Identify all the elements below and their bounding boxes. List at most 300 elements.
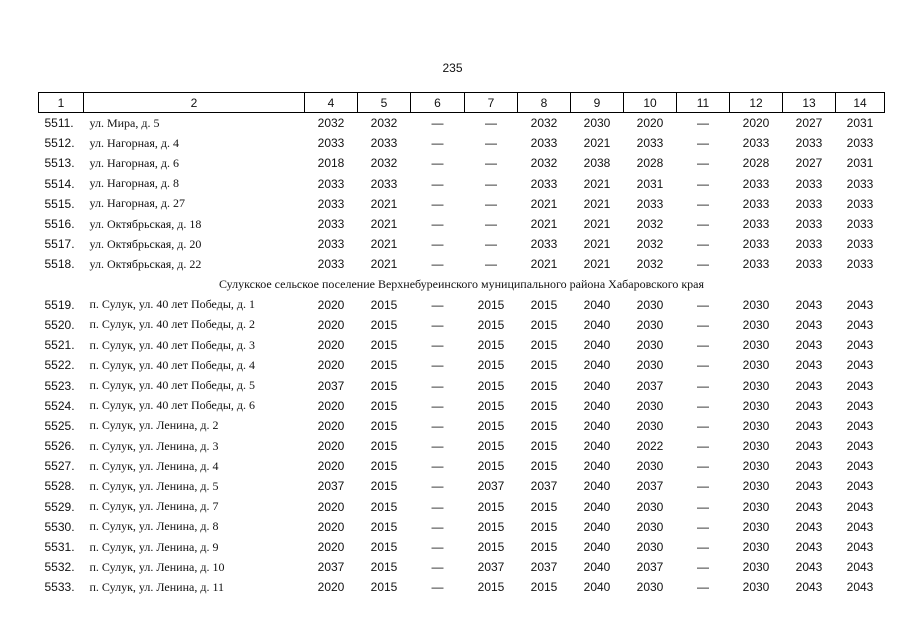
row-value: 2030 [742,358,770,373]
row-value: 2020 [317,459,345,474]
row-value: 2043 [795,560,823,575]
table-row [39,375,885,395]
row-address: п. Сулук, ул. Ленина, д. 7 [89,499,219,514]
row-value: 2043 [846,540,874,555]
row-number: 5511. [44,116,74,131]
row-value: 2030 [742,338,770,353]
row-value: — [697,116,709,131]
row-value: 2037 [636,479,664,494]
table-row [39,456,885,476]
row-value: 2043 [846,378,874,393]
row-value: — [485,257,497,272]
row-value: 2030 [742,418,770,433]
row-value: 2043 [795,378,823,393]
row-value: 2030 [636,338,664,353]
row-value: 2033 [846,257,874,272]
row-value: 2040 [583,560,611,575]
row-value: 2033 [742,217,770,232]
row-value: — [431,176,444,191]
section-title: Сулукское сельское поселение Верхнебуреинского муниципального района Хабаровского края [218,277,705,292]
row-number: 5520. [44,317,75,332]
column-header: 10 [624,93,677,113]
row-value: 2028 [636,156,664,171]
row-value: 2040 [583,418,611,433]
row-value: 2030 [742,560,770,575]
row-value: 2033 [742,257,770,272]
row-value: — [431,196,444,211]
row-address: п. Сулук, ул. Ленина, д. 5 [89,478,219,493]
row-value: — [431,116,444,131]
row-value: 2021 [583,217,611,232]
row-value: 2015 [370,580,398,595]
row-value: — [431,418,444,433]
row-value: 2040 [583,519,611,534]
table-row [39,416,885,436]
row-value: 2021 [583,257,611,272]
row-address: п. Сулук, ул. 40 лет Победы, д. 5 [89,378,255,393]
row-value: 2040 [583,439,611,454]
row-number: 5522. [44,358,75,373]
table-row [39,557,885,577]
row-value: — [697,338,709,353]
row-value: 2043 [795,358,823,373]
row-value: — [485,237,497,252]
row-value: 2037 [636,378,664,393]
row-value: 2032 [636,257,664,272]
row-value: 2033 [530,237,558,252]
row-value: — [485,156,497,171]
row-value: 2015 [477,418,505,433]
row-value: — [431,519,444,534]
column-header: 1 [39,93,84,113]
row-address: ул. Нагорная, д. 4 [89,135,179,150]
row-number: 5518. [44,257,75,272]
row-value: 2015 [477,439,505,454]
row-value: — [697,297,709,312]
row-value: 2015 [530,317,558,332]
row-value: 2040 [583,358,611,373]
row-value: — [431,439,444,454]
row-value: 2015 [530,459,558,474]
row-value: 2020 [317,317,345,332]
row-address: ул. Октябрьская, д. 20 [89,236,202,251]
row-value: — [431,540,444,555]
column-header: 9 [571,93,624,113]
row-value: 2033 [317,257,345,272]
row-value: 2030 [636,459,664,474]
row-value: 2028 [742,156,770,171]
row-value: 2043 [795,418,823,433]
row-number: 5531. [44,540,75,555]
page-number: 235 [442,61,463,75]
row-value: 2040 [583,338,611,353]
row-value: 2030 [742,378,770,393]
table-row [39,174,885,194]
row-value: — [431,297,444,312]
row-value: — [697,176,709,191]
row-value: — [431,237,444,252]
row-value: 2015 [370,499,398,514]
row-value: — [697,418,709,433]
row-value: — [431,338,444,353]
row-address: ул. Мира, д. 5 [89,115,160,130]
table-row [39,214,885,234]
row-value: — [697,398,709,413]
row-value: 2015 [477,398,505,413]
row-value: — [697,136,709,151]
row-value: — [697,439,709,454]
row-value: 2040 [583,398,611,413]
row-value: — [697,378,709,393]
table-row [39,355,885,375]
row-value: 2021 [530,217,558,232]
column-header: 11 [677,93,730,113]
table-row [39,234,885,254]
row-value: — [485,196,497,211]
row-value: 2030 [742,398,770,413]
row-value: 2031 [636,176,664,191]
row-value: 2043 [846,317,874,332]
row-number: 5519. [44,297,75,312]
row-value: 2020 [317,580,345,595]
row-value: 2015 [477,540,505,555]
row-value: 2033 [370,136,398,151]
row-value: 2043 [795,338,823,353]
row-value: — [697,196,709,211]
row-value: 2015 [370,439,398,454]
row-value: 2020 [742,116,770,131]
row-value: — [697,540,709,555]
row-address: п. Сулук, ул. Ленина, д. 10 [89,559,225,574]
row-address: п. Сулук, ул. Ленина, д. 9 [89,539,219,554]
row-value: 2015 [477,358,505,373]
row-number: 5515. [44,196,75,211]
row-value: 2020 [317,297,345,312]
row-value: — [485,116,497,131]
row-address: п. Сулук, ул. 40 лет Победы, д. 3 [89,337,255,352]
row-value: — [431,317,444,332]
row-value: 2030 [742,540,770,555]
row-value: — [697,358,709,373]
row-value: 2021 [370,257,398,272]
row-value: 2015 [370,297,398,312]
row-value: — [697,479,709,494]
row-value: — [697,580,709,595]
row-number: 5513. [44,156,75,171]
row-value: 2015 [477,297,505,312]
table-row [39,517,885,537]
table-row [39,153,885,173]
row-value: — [431,479,444,494]
row-value: 2015 [370,398,398,413]
row-number: 5526. [44,439,75,454]
row-address: ул. Нагорная, д. 6 [89,155,179,170]
row-value: 2030 [636,398,664,413]
row-value: 2040 [583,297,611,312]
row-value: 2033 [317,136,345,151]
row-value: — [485,217,497,232]
row-value: 2033 [636,196,664,211]
row-address: п. Сулук, ул. Ленина, д. 4 [89,458,219,473]
row-value: 2015 [370,459,398,474]
row-value: 2015 [477,459,505,474]
row-value: 2015 [370,317,398,332]
row-value: 2032 [530,116,558,131]
row-address: п. Сулук, ул. Ленина, д. 3 [89,438,219,453]
row-value: 2033 [317,176,345,191]
row-value: 2032 [370,156,398,171]
row-value: 2037 [317,378,345,393]
row-value: 2043 [846,398,874,413]
row-value: 2015 [370,560,398,575]
row-value: 2030 [636,580,664,595]
column-header: 8 [518,93,571,113]
row-value: 2030 [742,439,770,454]
row-value: 2030 [636,418,664,433]
row-value: 2015 [530,580,558,595]
row-value: 2030 [742,499,770,514]
row-number: 5512. [44,136,75,151]
row-number: 5523. [44,378,75,393]
row-number: 5521. [44,338,75,353]
row-value: 2020 [317,540,345,555]
row-value: 2033 [370,176,398,191]
row-value: 2033 [846,196,874,211]
row-value: 2021 [530,257,558,272]
row-value: 2033 [846,217,874,232]
row-value: 2032 [636,217,664,232]
row-value: 2020 [317,338,345,353]
row-value: 2015 [530,499,558,514]
row-value: 2033 [742,176,770,191]
column-header: 4 [305,93,358,113]
row-value: 2032 [370,116,398,131]
row-value: 2020 [317,499,345,514]
row-value: — [697,237,709,252]
row-number: 5533. [44,580,75,595]
row-value: 2030 [742,317,770,332]
row-value: 2018 [317,156,345,171]
row-value: 2015 [370,378,398,393]
row-value: 2040 [583,459,611,474]
row-value: — [431,398,444,413]
row-value: 2020 [317,519,345,534]
row-value: 2020 [636,116,664,131]
row-value: 2033 [636,136,664,151]
row-value: 2043 [846,519,874,534]
row-value: 2021 [583,136,611,151]
row-value: 2015 [477,338,505,353]
row-value: 2030 [636,297,664,312]
row-number: 5532. [44,560,75,575]
row-address: п. Сулук, ул. 40 лет Победы, д. 1 [89,297,255,312]
row-value: 2030 [636,317,664,332]
row-value: 2015 [477,317,505,332]
row-value: — [697,560,709,575]
row-value: 2043 [846,479,874,494]
row-value: 2032 [317,116,345,131]
row-value: — [431,560,444,575]
row-value: 2031 [846,156,874,171]
row-value: — [697,317,709,332]
row-value: 2030 [742,519,770,534]
row-value: 2037 [477,479,505,494]
row-value: — [431,499,444,514]
row-address: ул. Октябрьская, д. 18 [89,216,202,231]
table-row [39,315,885,335]
row-value: 2033 [795,136,823,151]
row-value: 2015 [530,297,558,312]
row-value: — [697,519,709,534]
row-value: 2021 [370,217,398,232]
row-value: 2043 [846,580,874,595]
row-address: ул. Нагорная, д. 27 [89,196,185,211]
table-row [39,335,885,355]
table-row [39,295,885,315]
row-value: 2037 [317,560,345,575]
row-value: — [431,378,444,393]
row-value: 2030 [636,519,664,534]
row-value: 2040 [583,499,611,514]
table-row [39,133,885,153]
row-value: 2040 [583,580,611,595]
table-row [39,396,885,416]
row-address: п. Сулук, ул. 40 лет Победы, д. 4 [89,357,255,372]
row-value: 2033 [317,237,345,252]
row-number: 5525. [44,418,75,433]
row-number: 5516. [44,217,75,232]
row-value: 2015 [530,418,558,433]
row-value: 2040 [583,378,611,393]
row-value: 2015 [370,338,398,353]
row-value: — [431,580,444,595]
row-value: 2033 [530,136,558,151]
row-value: 2030 [636,358,664,373]
row-value: 2043 [795,479,823,494]
row-value: — [697,217,709,232]
row-value: 2040 [583,479,611,494]
row-value: — [431,459,444,474]
row-address: п. Сулук, ул. Ленина, д. 11 [89,579,225,594]
row-value: 2043 [795,459,823,474]
row-value: 2032 [530,156,558,171]
row-address: п. Сулук, ул. 40 лет Победы, д. 2 [89,317,255,332]
row-value: 2030 [636,540,664,555]
table-row [39,537,885,557]
row-value: 2033 [846,176,874,191]
row-value: 2037 [477,560,505,575]
row-number: 5514. [44,176,75,191]
row-value: 2020 [317,439,345,454]
row-value: 2031 [846,116,874,131]
row-value: 2043 [846,297,874,312]
row-value: 2033 [530,176,558,191]
row-value: 2015 [530,358,558,373]
data-table [38,92,885,598]
row-value: 2037 [530,479,558,494]
row-value: — [431,358,444,373]
row-value: 2021 [530,196,558,211]
row-value: 2015 [530,540,558,555]
row-value: 2043 [795,398,823,413]
row-value: 2033 [742,196,770,211]
row-value: 2021 [370,237,398,252]
row-value: 2043 [846,358,874,373]
row-value: 2043 [846,459,874,474]
row-value: 2043 [795,297,823,312]
row-value: 2033 [742,237,770,252]
row-value: 2015 [370,358,398,373]
row-value: 2030 [742,580,770,595]
row-value: 2015 [370,519,398,534]
table-row [39,113,885,134]
row-value: 2033 [317,217,345,232]
row-value: 2030 [742,459,770,474]
row-value: 2015 [370,479,398,494]
row-number: 5527. [44,459,75,474]
row-value: 2033 [795,217,823,232]
row-value: — [431,217,444,232]
row-value: 2043 [846,499,874,514]
row-value: 2043 [846,439,874,454]
column-header: 14 [836,93,885,113]
row-value: 2015 [530,338,558,353]
row-value: — [697,499,709,514]
row-value: 2015 [477,580,505,595]
row-value: 2030 [636,499,664,514]
row-value: 2027 [795,116,823,131]
table-row [39,254,885,274]
row-address: п. Сулук, ул. Ленина, д. 8 [89,519,219,534]
row-value: 2015 [370,418,398,433]
row-value: 2040 [583,317,611,332]
row-value: 2032 [636,237,664,252]
row-address: п. Сулук, ул. 40 лет Победы, д. 6 [89,398,255,413]
row-value: 2043 [846,418,874,433]
row-value: — [697,257,709,272]
row-value: — [431,136,444,151]
row-value: 2043 [795,499,823,514]
row-value: 2033 [795,176,823,191]
row-number: 5530. [44,519,75,534]
row-value: 2015 [477,378,505,393]
row-value: — [697,459,709,474]
row-value: 2021 [583,237,611,252]
section-row [39,275,885,295]
row-number: 5529. [44,499,75,514]
row-value: 2043 [846,338,874,353]
row-value: — [431,257,444,272]
column-header: 5 [358,93,411,113]
row-value: 2020 [317,398,345,413]
row-address: ул. Октябрьская, д. 22 [89,256,202,271]
row-value: 2037 [317,479,345,494]
row-number: 5517. [44,237,75,252]
row-value: 2030 [583,116,611,131]
row-value: 2037 [636,560,664,575]
row-value: 2027 [795,156,823,171]
row-value: — [485,136,497,151]
row-value: 2020 [317,418,345,433]
row-value: 2030 [742,297,770,312]
row-value: 2033 [742,136,770,151]
row-number: 5528. [44,479,75,494]
column-header: 6 [411,93,465,113]
row-value: 2022 [636,439,664,454]
row-value: 2037 [530,560,558,575]
row-value: 2015 [477,499,505,514]
column-header: 2 [84,93,305,113]
